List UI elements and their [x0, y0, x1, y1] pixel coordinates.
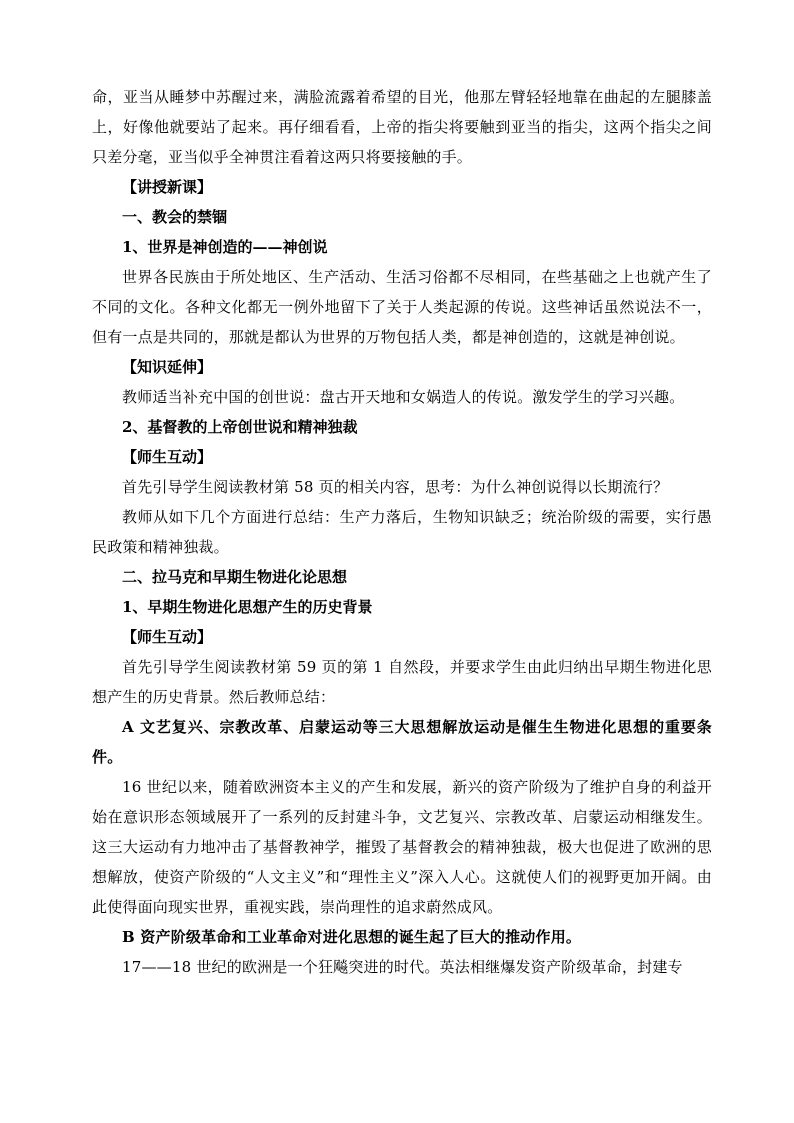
point-a-heading: A 文艺复兴、宗教改革、启蒙运动等三大思想解放运动是催生生物进化思想的重要条件。 [92, 718, 712, 766]
section-label-teacher-student-interaction-2: 【师生互动】 [122, 628, 213, 646]
subsection-heading-creationism: 1、世界是神创造的——神创说 [122, 238, 328, 256]
paragraph-teacher-summary: 教师从如下几个方面进行总结：生产力落后，生物知识缺乏；统治阶级的需要，实行愚民政策和精神独裁。 [92, 508, 712, 556]
subsection-heading-christian-creation: 2、基督教的上帝创世说和精神独裁 [122, 418, 358, 436]
document-page [92, 82, 712, 982]
paragraph-reading-page-59: 首先引导学生阅读教材第 59 页的第 1 自然段，并要求学生由此归纳出早期生物进化思想产生的历史背景。然后教师总结： [92, 658, 712, 706]
paragraph-17-18th-century: 17——18 世纪的欧洲是一个狂飚突进的时代。英法相继爆发资产阶级革命，封建专 [122, 958, 683, 976]
point-b-heading: B 资产阶级革命和工业革命对进化思想的诞生起了巨大的推动作用。 [122, 928, 582, 946]
paragraph-continuation: 命，亚当从睡梦中苏醒过来，满脸流露着希望的目光，他那左臂轻轻地靠在曲起的左腿膝盖上，好像他就要站了起来。再仔细看看，上帝的指尖将要触到亚当的指尖，这两个指尖之间只差分毫，亚当似乎全神贯注看着这两只将要接触的手。 [92, 88, 712, 166]
paragraph-creationism: 世界各民族由于所处地区、生产活动、生活习俗都不尽相同，在些基础之上也就产生了不同的文化。各种文化都无一例外地留下了关于人类起源的传说。这些神话虽然说法不一，但有一点是共同的，那就是都认为世界的万物包括人类，都是神创造的，这就是神创说。 [92, 268, 712, 346]
section-heading-lamarck: 二、拉马克和早期生物进化论思想 [122, 568, 348, 586]
paragraph-reading-page-58: 首先引导学生阅读教材第 58 页的相关内容，思考：为什么神创说得以长期流行？ [122, 478, 669, 496]
paragraph-chinese-creation-myth: 教师适当补充中国的创世说：盘古开天地和女娲造人的传说。激发学生的学习兴趣。 [122, 388, 685, 406]
subsection-heading-historical-background: 1、早期生物进化思想产生的历史背景 [122, 598, 373, 616]
section-label-knowledge-extension: 【知识延伸】 [122, 358, 213, 376]
section-label-teacher-student-interaction: 【师生互动】 [122, 448, 213, 466]
paragraph-16th-century: 16 世纪以来，随着欧洲资本主义的产生和发展，新兴的资产阶级为了维护自身的利益开始在意识形态领域展开了一系列的反封建斗争，文艺复兴、宗教改革、启蒙运动相继发生。这三大运动有力地冲击了基督教神学，摧毁了基督教会的精神独裁，极大也促进了欧洲的思想解放，使资产阶级的“人文主义”和“理性主义”深入人心。这就使人们的视野更加开阔。由此使得面向现实世界，重视实践，崇尚理性的追求蔚然成风。 [92, 778, 712, 916]
section-label-new-lesson: 【讲授新课】 [122, 178, 213, 196]
section-heading-church-bondage: 一、教会的禁锢 [122, 208, 228, 226]
